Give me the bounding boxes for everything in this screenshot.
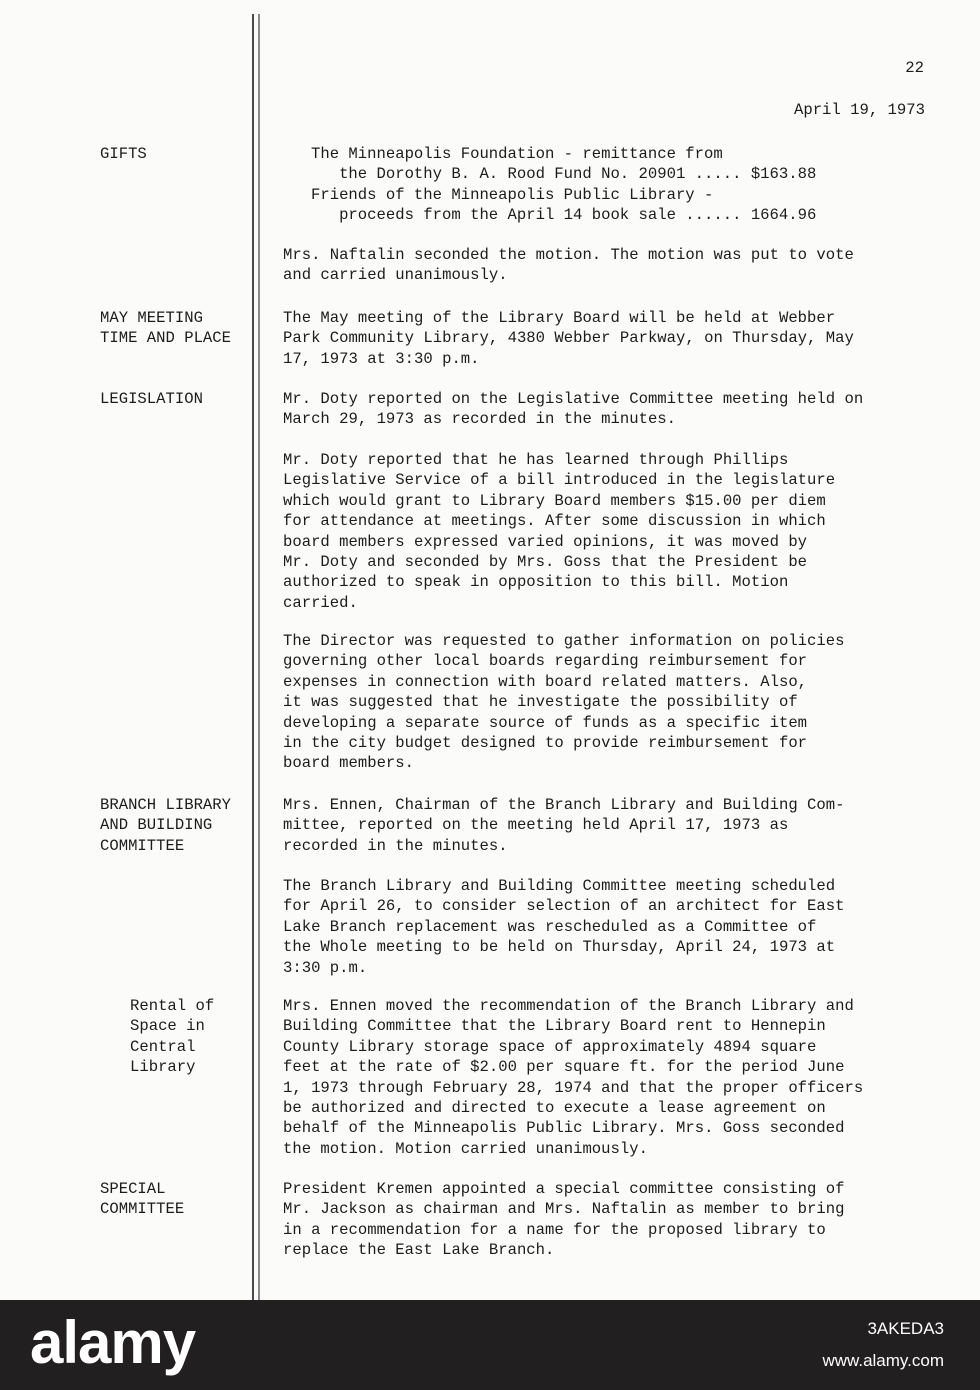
may-meeting-paragraph: The May meeting of the Library Board will be held at Webber Park Community Library, 4380 Webber Parkway, on Thursday, May 17, 1973 at 3:30 p.m. [283,309,854,368]
section-label-may-meeting: MAY MEETING TIME AND PLACE [100,309,232,348]
gift-line: Friends of the Minneapolis Public Library - [311,185,714,204]
legislation-paragraph-2: Mr. Doty reported that he has learned through Phillips Legislative Service of a bill introduced in the legislature which would grant to Library Board members $15.00 per diem for attendance at meetings. After some discussion in which board members expressed varied opinions, it was moved by Mr. Doty and seconded by Mrs. Goss that the President be authorized to speak in opposition to this bill. Motion carried. [283,451,836,612]
image-code: 3AKEDA3 [867,1319,944,1338]
branch-paragraph-1: Mrs. Ennen, Chairman of the Branch Library and Building Com- mittee, reported on the meeting held April 17, 1973 as recorded in the minutes. [283,796,845,855]
watermark-footer [0,1300,980,1390]
alamy-logo: alamy [30,1309,196,1376]
section-label-special-committee: SPECIAL COMMITTEE [100,1180,185,1219]
section-label-branch-library: BRANCH LIBRARY AND BUILDING COMMITTEE [100,796,232,855]
special-committee-paragraph: President Kremen appointed a special committee consisting of Mr. Jackson as chairman and Mrs. Naftalin as member to bring in a recommendation for a name for the proposed library to replace the East Lake Branch. [283,1180,845,1260]
gifts-list [311,144,816,226]
legislation-paragraph-3: The Director was requested to gather information on policies governing other local boards regarding reimbursement for expenses in connection with board related matters. Also, it was suggested that he investigate the possibility of developing a separate source of funds as a specific item in the city budget designed to provide reimbursement for board members. [283,632,845,773]
section-label-rental: Rental of Space in Central Library [130,997,215,1077]
margin-rule-inner [258,14,260,1300]
branch-paragraph-2: The Branch Library and Building Committee meeting scheduled for April 26, to consider selection of an architect for East Lake Branch replacement was rescheduled as a Committee of the Whole meeting to be held on Thursday, April 24, 1973 at 3:30 p.m. [283,877,845,977]
gift-line: proceeds from the April 14 book sale ...... 1664.96 [311,206,817,225]
motion-paragraph: Mrs. Naftalin seconded the motion. The motion was put to vote and carried unanimously. [283,246,854,285]
margin-rule [252,14,254,1300]
gift-line: the Dorothy B. A. Rood Fund No. 20901 ..... $163.88 [311,165,817,184]
legislation-paragraph-1: Mr. Doty reported on the Legislative Committee meeting held on March 29, 1973 as recorded in the minutes. [283,390,864,429]
section-label-legislation: LEGISLATION [100,390,203,408]
section-label-gifts: GIFTS [100,145,147,163]
gift-line: The Minneapolis Foundation - remittance from [311,145,723,163]
site-url: www.alamy.com [822,1351,944,1370]
page-number: 22 [905,59,924,77]
document-date: April 19, 1973 [793,101,925,119]
rental-paragraph: Mrs. Ennen moved the recommendation of the Branch Library and Building Committee that the Library Board rent to Hennepin County Library storage space of approximately 4894 square feet at the rate of $2.00 per square ft. for the period June 1, 1973 through February 28, 1974 and that the proper officers be authorized and directed to execute a lease agreement on behalf of the Minneapolis Public Library. Mrs. Goss seconded the motion. Motion carried unanimously. [283,997,864,1158]
